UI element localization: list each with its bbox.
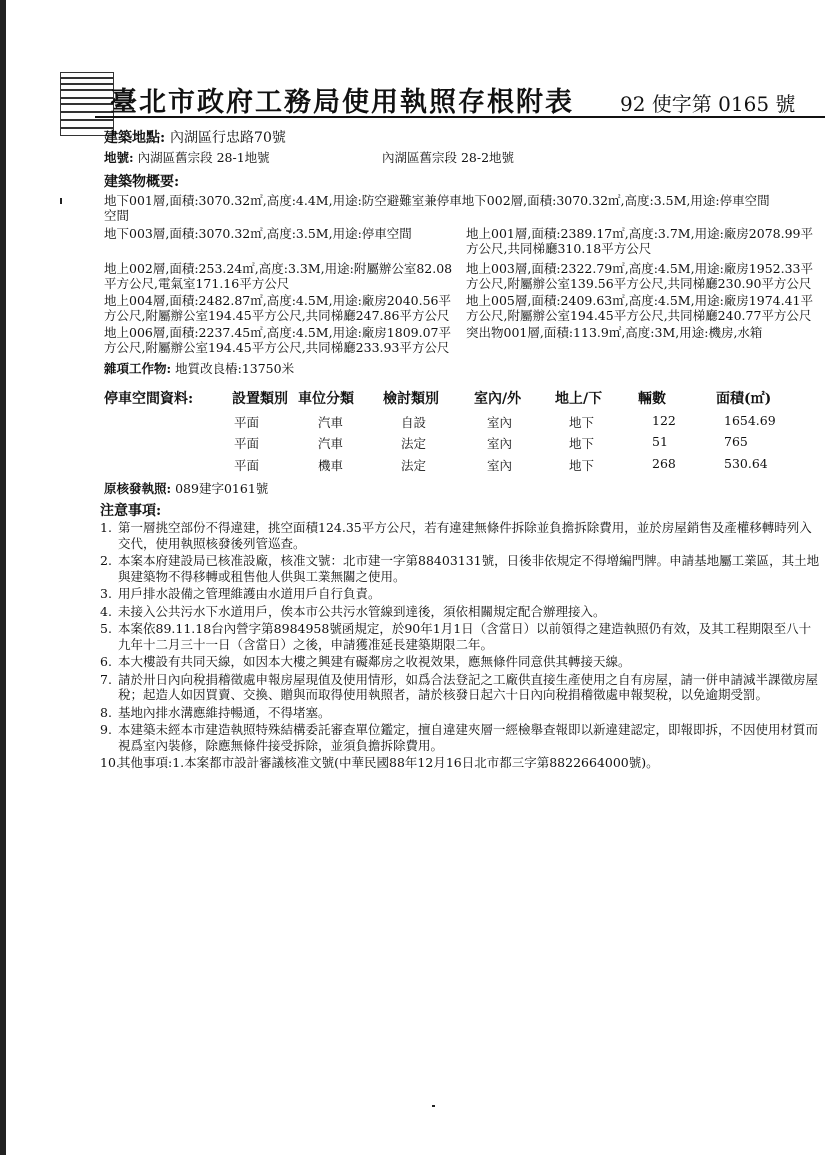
note-text: 請於卅日內向稅捐稽徵處申報房屋現值及使用情形，如爲合法登記之工廠供直接生產使用之自有房屋，請一併申請減半課徵房屋稅；起造人如因買賣、交換、贈與而取得使用執照者，請於核發日起六十日內向稅捐稽徵處申報契稅，以免逾期受罰。: [118, 671, 819, 702]
note-number: 8.: [100, 704, 112, 720]
note-number: 9.: [100, 722, 112, 737]
parking-cell: 51: [652, 434, 668, 449]
lot-value-1: 內湖區舊宗段 28-1地號: [137, 150, 270, 165]
parking-cell: 室內: [487, 415, 513, 430]
parking-cell: 平面: [234, 436, 260, 451]
site-value: 內湖區行忠路70號: [170, 130, 286, 146]
parking-label: 停車空間資料:: [104, 391, 194, 407]
note-text: 其他事項:1.本案都市設計審議核准文號(中華民國88年12月16日北市都三字第8822664000號)。: [118, 755, 659, 770]
parking-cell: 765: [724, 434, 748, 449]
original-permit-value: 089建字0161號: [175, 481, 269, 496]
scan-speck: [60, 198, 62, 204]
misc-label: 雜項工作物:: [104, 361, 172, 376]
document-title: 臺北市政府工務局使用執照存根附表: [110, 87, 574, 118]
parking-cell: 機車: [318, 458, 344, 473]
parking-cell: 530.64: [724, 456, 768, 471]
floor-4f: 地上004層,面積:2482.87㎡,高度:4.5M,用途:廠房2040.56平方公尺,附屬辦公室194.45平方公尺,共同梯廳247.86平方公尺: [104, 293, 451, 323]
floor-b1-b2-wrap: 空間: [104, 208, 130, 223]
note-number: 10.: [100, 755, 120, 770]
note-number: 3.: [100, 586, 112, 601]
parking-cell: 地下: [569, 458, 595, 473]
parking-cell: 地下: [569, 436, 595, 451]
floor-2f: 地上002層,面積:253.24㎡,高度:3.3M,用途:附屬辦公室82.08平方公尺,電氣室171.16平方公尺: [104, 261, 453, 291]
parking-cell: 法定: [401, 458, 427, 473]
floor-5f: 地上005層,面積:2409.63㎡,高度:4.5M,用途:廠房1974.41平方公尺,附屬辦公室194.45平方公尺,共同梯廳240.77平方公尺: [466, 293, 813, 323]
permit-number: 92 使字第 0165 號: [620, 92, 796, 116]
parking-cell: 平面: [234, 458, 260, 473]
floor-1f: 地上001層,面積:2389.17㎡,高度:3.7M,用途:廠房2078.99平方公尺,共同梯廳310.18平方公尺: [466, 226, 813, 256]
note-number: 2.: [100, 553, 112, 568]
notes-label: 注意事項:: [100, 503, 162, 519]
note-text: 未接入公共污水下水道用戶，俟本市公共污水管線到達後，須依相關規定配合辦理接入。: [118, 603, 606, 619]
note-number: 5.: [100, 621, 112, 636]
note-number: 7.: [100, 671, 112, 687]
note-item: [100, 755, 820, 771]
parking-header-class: 車位分類: [298, 391, 354, 407]
parking-header-count: 輛數: [638, 391, 666, 407]
original-permit-label: 原核發執照:: [104, 481, 172, 496]
parking-header-inout: 室內/外: [474, 391, 522, 407]
floor-b3: 地下003層,面積:3070.32㎡,高度:3.5M,用途:停車空間: [104, 226, 412, 241]
note-text: 本案本府建設局已核准設廠，核准文號：北市建一字第88403131號，日後非依規定不得增編門牌。申請基地屬工業區，其土地與建築物不得移轉或租售他人供與工業無關之使用。: [118, 553, 820, 584]
parking-header-review: 檢討類別: [383, 391, 439, 407]
floor-6f: 地上006層,面積:2237.45㎡,高度:4.5M,用途:廠房1809.07平方公尺,附屬辦公室194.45平方公尺,共同梯廳233.93平方公尺: [104, 325, 451, 355]
parking-cell: 自設: [401, 415, 427, 430]
original-permit-row: [104, 481, 268, 497]
note-item: [100, 520, 820, 551]
note-text: 第一層挑空部份不得違建，挑空面積124.35平方公尺，若有違建無條件拆除並負擔拆除費用，並於房屋銷售及產權移轉時列入交代，使用執照核發後列管巡查。: [118, 520, 812, 551]
margin-stamp: [60, 72, 114, 136]
parking-cell: 室內: [487, 436, 513, 451]
note-item: [100, 722, 820, 753]
title-rule: [95, 116, 825, 118]
parking-header-area: 面積(㎡): [716, 391, 772, 407]
parking-cell: 122: [652, 413, 676, 428]
floor-3f: 地上003層,面積:2322.79㎡,高度:4.5M,用途:廠房1952.33平方公尺,附屬辦公室139.56平方公尺,共同梯廳230.90平方公尺: [466, 261, 813, 291]
parking-cell: 室內: [487, 458, 513, 473]
parking-cell: 汽車: [318, 436, 344, 451]
site-label: 建築地點:: [104, 130, 166, 146]
parking-cell: 1654.69: [724, 413, 776, 428]
building-summary-label: 建築物概要:: [104, 174, 180, 190]
note-text: 用戶排水設備之管理維護由水道用戶自行負責。: [118, 586, 381, 601]
lot-value-2: 內湖區舊宗段 28-2地號: [382, 150, 515, 165]
lot-label: 地號:: [104, 150, 134, 165]
note-number: 6.: [100, 654, 112, 669]
scan-speck: [432, 1105, 435, 1107]
parking-header-type: 設置類別: [232, 391, 288, 407]
misc-row: [104, 361, 294, 377]
site-row: [104, 130, 286, 146]
scan-edge-shadow: [0, 0, 6, 1155]
note-number: 4.: [100, 603, 112, 619]
note-text: 本案依89.11.18台內營字第8984958號函規定，於90年1月1日（含當日）以前領得之建造執照仍有效，及其工程期限至八十九年十二月三十一日（含當日）之後，申請獲准延長建築期限二年。: [118, 621, 812, 652]
note-text: 本大樓設有共同天線，如因本大樓之興建有礙鄰房之收視效果，應無條件同意供其轉接天線。: [118, 654, 631, 669]
parking-cell: 法定: [401, 436, 427, 451]
parking-header-level: 地上/下: [555, 391, 603, 407]
lot-row: [104, 150, 270, 166]
note-item: [100, 586, 820, 602]
floor-roof: 突出物001層,面積:113.9㎡,高度:3M,用途:機房,水箱: [466, 325, 763, 340]
note-item: [100, 604, 820, 620]
parking-cell: 汽車: [318, 415, 344, 430]
parking-cell: 268: [652, 456, 676, 471]
note-item: [100, 705, 820, 721]
note-item: [100, 654, 820, 670]
floor-b1-b2: 地下001層,面積:3070.32㎡,高度:4.4M,用途:防空避難室兼停車地下002層,面積:3070.32㎡,高度:3.5M,用途:停車空間: [104, 193, 770, 208]
misc-value: 地質改良樁:13750米: [175, 361, 295, 376]
note-text: 基地內排水溝應維持暢通，不得堵塞。: [118, 704, 331, 720]
note-text: 本建築未經本市建造執照特殊結構委託審查單位鑑定，擅自違建夾層一經檢舉查報即以新違建認定，即報即拆，不因使用材質而視爲室內裝修，除應無條件接受拆除，並須負擔拆除費用。: [118, 722, 819, 753]
note-item: [100, 672, 820, 703]
parking-cell: 平面: [234, 415, 260, 430]
parking-cell: 地下: [569, 415, 595, 430]
note-item: [100, 553, 820, 584]
note-number: 1.: [100, 520, 112, 535]
notes-list: [100, 520, 820, 773]
note-item: [100, 621, 820, 652]
